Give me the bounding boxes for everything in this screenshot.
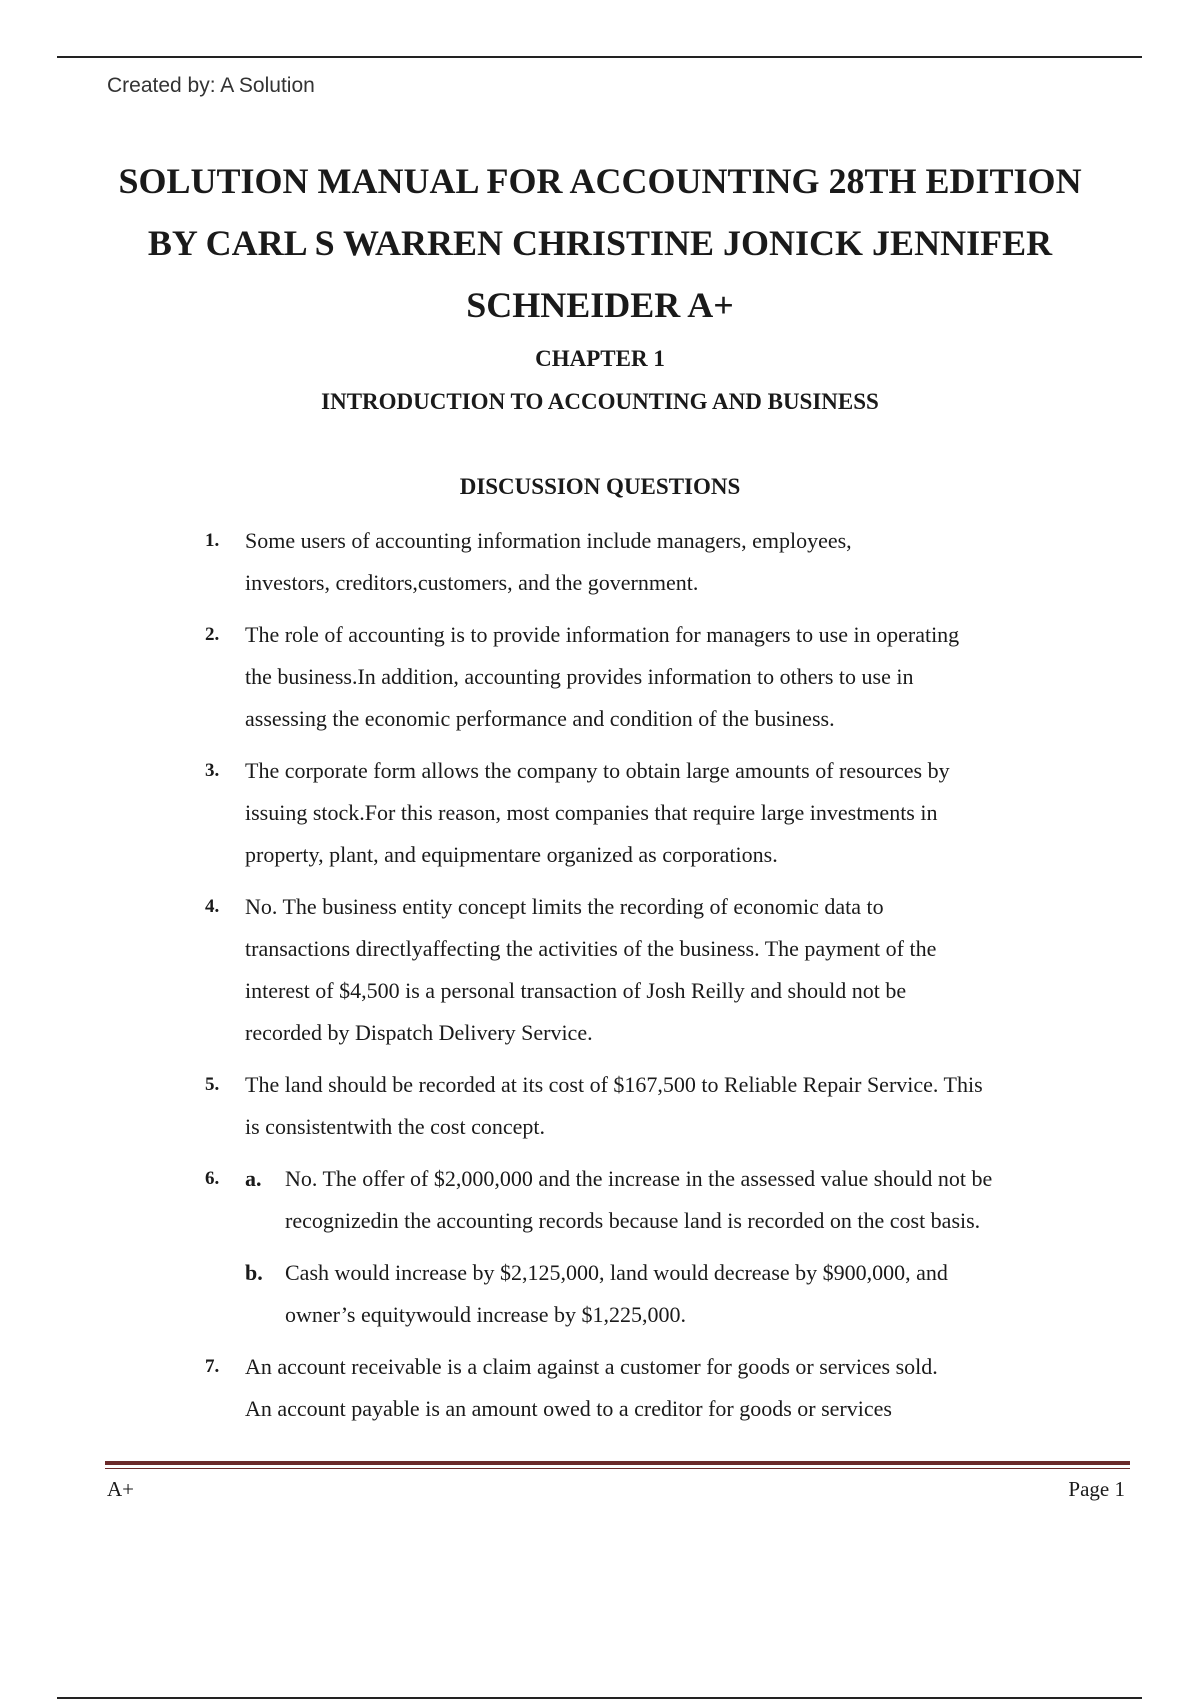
question-item: [205, 1346, 1105, 1430]
text-line: assessing the economic performance and condition of the business.: [245, 706, 835, 731]
question-item: [205, 886, 1105, 1054]
chapter-title: INTRODUCTION TO ACCOUNTING AND BUSINESS: [321, 389, 879, 414]
text-line: transactions directlyaffecting the activities of the business. The payment of the: [245, 936, 937, 961]
text-line: recognizedin the accounting records because land is recorded on the cost basis.: [285, 1208, 981, 1233]
text-line: An account payable is an amount owed to a creditor for goods or services: [245, 1396, 892, 1421]
page-number: Page 1: [1068, 1477, 1125, 1501]
text-line: recorded by Dispatch Delivery Service.: [245, 1020, 593, 1045]
sub-item: [245, 1158, 1105, 1242]
footer-rule: [105, 1461, 1130, 1465]
question-number: 6.: [205, 1168, 220, 1189]
question-item: [205, 1064, 1105, 1148]
text-line: Some users of accounting information include managers, employees,: [245, 528, 852, 553]
question-number: 3.: [205, 760, 220, 781]
question-item: [205, 614, 1105, 740]
text-line: the business.In addition, accounting provides information to others to use in: [245, 664, 914, 689]
sub-item-letter: b.: [245, 1260, 263, 1285]
question-text: [245, 614, 1105, 740]
question-number: 1.: [205, 530, 220, 551]
section-heading: DISCUSSION QUESTIONS: [459, 474, 741, 499]
question-number: 2.: [205, 624, 220, 645]
footer-left-label: A+: [107, 1477, 135, 1501]
document-title: [100, 150, 1100, 336]
created-by-text: Created by: A Solution: [107, 74, 315, 97]
text-line: Cash would increase by $2,125,000, land would decrease by $900,000, and: [285, 1260, 948, 1285]
sub-item-text: [285, 1158, 1105, 1242]
question-number: 4.: [205, 896, 220, 917]
footer-rule-thin: [105, 1468, 1130, 1469]
question-number: 7.: [205, 1356, 220, 1377]
sub-item-letter: a.: [245, 1166, 262, 1191]
question-text: [245, 1346, 1105, 1430]
text-line: No. The offer of $2,000,000 and the increase in the assessed value should not be: [285, 1166, 993, 1191]
question-text: [245, 520, 1105, 604]
text-line: property, plant, and equipmentare organized as corporations.: [245, 842, 778, 867]
text-line: The role of accounting is to provide information for managers to use in operating: [245, 622, 960, 647]
sub-item-text: [285, 1252, 1105, 1336]
text-line: No. The business entity concept limits the recording of economic data to: [245, 894, 884, 919]
text-line: interest of $4,500 is a personal transaction of Josh Reilly and should not be: [245, 978, 907, 1003]
question-list: [205, 520, 1105, 1440]
chapter-label: CHAPTER 1: [535, 346, 665, 371]
text-line: owner’s equitywould increase by $1,225,000.: [285, 1302, 687, 1327]
bottom-rule: [57, 1697, 1142, 1699]
text-line: The corporate form allows the company to obtain large amounts of resources by: [245, 758, 950, 783]
question-item: [205, 750, 1105, 876]
top-rule: [57, 56, 1142, 58]
title-line: SCHNEIDER A+: [466, 285, 734, 325]
question-text: [245, 750, 1105, 876]
question-subitems: [245, 1158, 1105, 1336]
text-line: is consistentwith the cost concept.: [245, 1114, 545, 1139]
title-line: SOLUTION MANUAL FOR ACCOUNTING 28TH EDITION: [118, 161, 1082, 201]
question-text: [245, 886, 1105, 1054]
question-item: [205, 520, 1105, 604]
title-line: BY CARL S WARREN CHRISTINE JONICK JENNIFER: [147, 223, 1053, 263]
sub-item: [245, 1252, 1105, 1336]
text-line: An account receivable is a claim against a customer for goods or services sold.: [245, 1354, 938, 1379]
question-text: [245, 1064, 1105, 1148]
text-line: investors, creditors,customers, and the government.: [245, 570, 699, 595]
question-number: 5.: [205, 1074, 220, 1095]
text-line: The land should be recorded at its cost of $167,500 to Reliable Repair Service. This: [245, 1072, 983, 1097]
question-item: [205, 1158, 1105, 1336]
text-line: issuing stock.For this reason, most companies that require large investments in: [245, 800, 938, 825]
